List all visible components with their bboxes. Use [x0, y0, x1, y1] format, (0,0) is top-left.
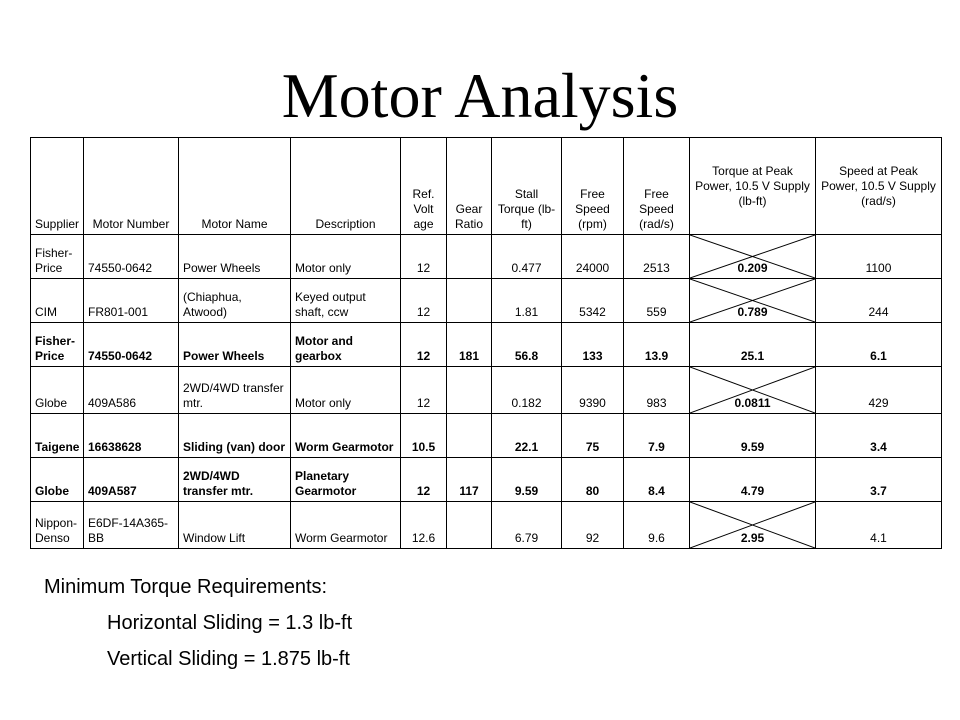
requirement-vertical: Vertical Sliding = 1.875 lb-ft — [107, 648, 350, 670]
motor-number-cell: FR801-001 — [84, 279, 179, 323]
stall-torque-cell: 22.1 — [492, 414, 562, 458]
torque-peak-value: 0.0811 — [734, 396, 771, 410]
gear-ratio-cell — [447, 279, 492, 323]
stall-torque-cell: 1.81 — [492, 279, 562, 323]
torque-peak-cell — [690, 458, 816, 502]
motor-number-cell: E6DF-14A365-BB — [84, 502, 179, 549]
ref-voltage-cell: 12 — [401, 235, 447, 279]
torque-peak-value: 4.79 — [740, 484, 765, 498]
free-speed-rads-cell: 8.4 — [624, 458, 690, 502]
stall-torque-cell: 0.477 — [492, 235, 562, 279]
table-row — [31, 279, 942, 323]
free-speed-rads-cell: 2513 — [624, 235, 690, 279]
header-motor-name: Motor Name — [179, 138, 291, 235]
torque-peak-value: 9.59 — [740, 440, 765, 454]
requirement-horizontal: Horizontal Sliding = 1.3 lb-ft — [107, 612, 353, 634]
torque-peak-value: 25.1 — [740, 349, 765, 363]
motor-name-cell: (Chiaphua, Atwood) — [179, 279, 291, 323]
description-cell: Motor only — [291, 367, 401, 414]
supplier-cell: Globe — [31, 458, 84, 502]
motor-name-cell: Power Wheels — [179, 323, 291, 367]
ref-voltage-cell: 12 — [401, 279, 447, 323]
description-cell: Worm Gearmotor — [291, 414, 401, 458]
motor-number-cell: 409A587 — [84, 458, 179, 502]
table-row — [31, 458, 942, 502]
motor-name-cell: Sliding (van) door — [179, 414, 291, 458]
gear-ratio-cell: 181 — [447, 323, 492, 367]
torque-peak-value: 0.209 — [737, 261, 768, 275]
free-speed-rpm-cell: 24000 — [562, 235, 624, 279]
header-ref-voltage: Ref. Volt age — [401, 138, 447, 235]
gear-ratio-cell — [447, 414, 492, 458]
speed-peak-cell: 3.7 — [816, 458, 942, 502]
ref-voltage-cell: 10.5 — [401, 414, 447, 458]
stall-torque-cell: 0.182 — [492, 367, 562, 414]
free-speed-rads-cell: 559 — [624, 279, 690, 323]
table-header-row — [31, 138, 942, 235]
table-row — [31, 235, 942, 279]
header-description: Description — [291, 138, 401, 235]
torque-peak-cell — [690, 502, 816, 549]
table-row — [31, 414, 942, 458]
motor-name-cell: 2WD/4WD transfer mtr. — [179, 367, 291, 414]
torque-peak-value: 2.95 — [740, 531, 765, 545]
ref-voltage-cell: 12.6 — [401, 502, 447, 549]
free-speed-rads-cell: 9.6 — [624, 502, 690, 549]
stall-torque-cell: 6.79 — [492, 502, 562, 549]
supplier-cell: Nippon-Denso — [31, 502, 84, 549]
slide-title: Motor Analysis — [281, 60, 679, 131]
header-motor-number: Motor Number — [84, 138, 179, 235]
motor-name-cell: Power Wheels — [179, 235, 291, 279]
gear-ratio-cell: 117 — [447, 458, 492, 502]
free-speed-rpm-cell: 75 — [562, 414, 624, 458]
supplier-cell: Globe — [31, 367, 84, 414]
stall-torque-cell: 56.8 — [492, 323, 562, 367]
supplier-cell: Fisher-Price — [31, 235, 84, 279]
free-speed-rads-cell: 983 — [624, 367, 690, 414]
header-speed-peak: Speed at Peak Power, 10.5 V Supply (rad/s) — [816, 138, 942, 235]
supplier-cell: CIM — [31, 279, 84, 323]
free-speed-rpm-cell: 92 — [562, 502, 624, 549]
supplier-cell: Fisher-Price — [31, 323, 84, 367]
speed-peak-cell: 4.1 — [816, 502, 942, 549]
speed-peak-cell: 6.1 — [816, 323, 942, 367]
free-speed-rpm-cell: 80 — [562, 458, 624, 502]
description-cell: Keyed output shaft, ccw — [291, 279, 401, 323]
free-speed-rpm-cell: 5342 — [562, 279, 624, 323]
ref-voltage-cell: 12 — [401, 367, 447, 414]
requirements-heading: Minimum Torque Requirements: — [44, 576, 328, 598]
table-row — [31, 502, 942, 549]
header-supplier: Supplier — [31, 138, 84, 235]
header-gear-ratio: Gear Ratio — [447, 138, 492, 235]
description-cell: Motor and gearbox — [291, 323, 401, 367]
gear-ratio-cell — [447, 235, 492, 279]
ref-voltage-cell: 12 — [401, 458, 447, 502]
torque-peak-value: 0.789 — [737, 305, 768, 319]
motor-table — [30, 137, 942, 549]
free-speed-rads-cell: 7.9 — [624, 414, 690, 458]
speed-peak-cell: 244 — [816, 279, 942, 323]
motor-name-cell: 2WD/4WD transfer mtr. — [179, 458, 291, 502]
torque-requirements — [44, 574, 352, 682]
table-row — [31, 367, 942, 414]
free-speed-rpm-cell: 133 — [562, 323, 624, 367]
header-torque-peak: Torque at Peak Power, 10.5 V Supply (lb-ft) — [690, 138, 816, 235]
motor-number-cell: 74550-0642 — [84, 323, 179, 367]
gear-ratio-cell — [447, 367, 492, 414]
torque-peak-cell — [690, 367, 816, 414]
torque-peak-cell — [690, 235, 816, 279]
motor-number-cell: 409A586 — [84, 367, 179, 414]
header-free-speed-rads: Free Speed (rad/s) — [624, 138, 690, 235]
free-speed-rads-cell: 13.9 — [624, 323, 690, 367]
torque-peak-cell — [690, 323, 816, 367]
motor-number-cell: 74550-0642 — [84, 235, 179, 279]
free-speed-rpm-cell: 9390 — [562, 367, 624, 414]
speed-peak-cell: 1100 — [816, 235, 942, 279]
table-row — [31, 323, 942, 367]
torque-peak-cell — [690, 414, 816, 458]
description-cell: Worm Gearmotor — [291, 502, 401, 549]
speed-peak-cell: 429 — [816, 367, 942, 414]
stall-torque-cell: 9.59 — [492, 458, 562, 502]
header-free-speed-rpm: Free Speed (rpm) — [562, 138, 624, 235]
motor-number-cell: 16638628 — [84, 414, 179, 458]
header-stall-torque: Stall Torque (lb-ft) — [492, 138, 562, 235]
description-cell: Planetary Gearmotor — [291, 458, 401, 502]
supplier-cell: Taigene — [31, 414, 84, 458]
gear-ratio-cell — [447, 502, 492, 549]
motor-name-cell: Window Lift — [179, 502, 291, 549]
torque-peak-cell — [690, 279, 816, 323]
ref-voltage-cell: 12 — [401, 323, 447, 367]
description-cell: Motor only — [291, 235, 401, 279]
speed-peak-cell: 3.4 — [816, 414, 942, 458]
